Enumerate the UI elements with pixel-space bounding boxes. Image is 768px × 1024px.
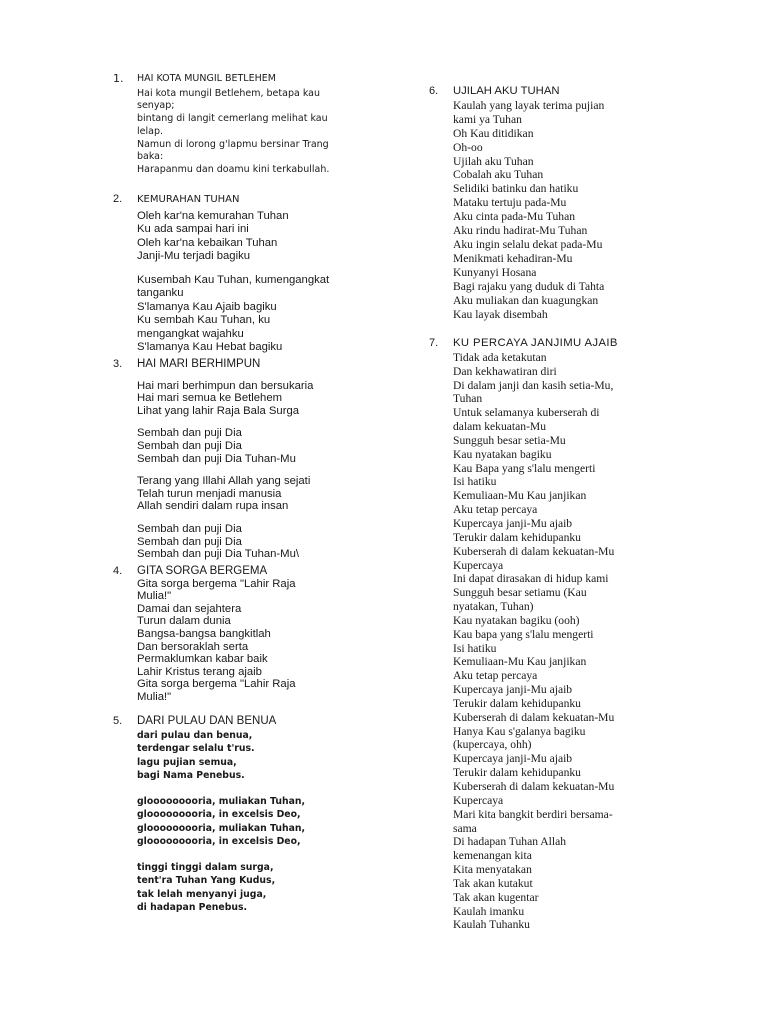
lyric-line: lelap. (137, 125, 163, 137)
lyric-line: Mulia!" (137, 590, 172, 603)
lyric-line: Menikmati kehadiran-Mu (453, 251, 573, 265)
lyric-line: sama (453, 821, 477, 835)
song-number: 1. (113, 72, 124, 85)
lyric-line: tent'ra Tuhan Yang Kudus, (137, 875, 276, 886)
lyric-line: kemenangan kita (453, 849, 532, 863)
lyric-line: Sembah dan puji Dia Tuhan-Mu\ (137, 548, 300, 561)
lyric-line: dari pulau dan benua, (137, 729, 253, 741)
lyric-line: Allah sendiri dalam rupa insan (137, 500, 289, 513)
lyric-line: Di dalam janji dan kasih setia-Mu, (453, 378, 614, 392)
lyric-line: Kaulah Tuhanku (453, 918, 530, 932)
lyric-line: dalam kekuatan-Mu (453, 420, 547, 434)
song-4 (113, 565, 363, 704)
song-1 (113, 73, 353, 177)
song-number: 5. (113, 715, 123, 727)
lyric-line: Oleh kar'na kemurahan Tuhan (137, 209, 289, 222)
song-lyrics (137, 88, 353, 177)
lyric-line: S'lamanya Kau Ajaib bagiku (137, 300, 277, 313)
lyric-line: tinggi tinggi dalam surga, (137, 861, 274, 873)
lyric-line: Kupercaya (453, 793, 504, 807)
lyric-line: Dan kekhawatiran diri (453, 364, 557, 378)
song-title: GITA SORGA BERGEMA (137, 565, 268, 577)
lyric-line: Oh Kau ditidikan (453, 126, 534, 140)
song-title: UJILAH AKU TUHAN (453, 85, 560, 97)
stanza-break (137, 783, 363, 795)
lyric-line: Lihat yang lahir Raja Bala Surga (137, 404, 300, 417)
lyric-line: Bangsa-bangsa bangkitlah (137, 627, 271, 640)
lyric-line: bintang di langit cemerlang melihat kau (137, 113, 328, 125)
lyric-line: Kau layak disembah (453, 307, 548, 321)
lyric-line: di hadapan Penebus. (137, 902, 248, 913)
lyric-line: Sembah dan puji Dia (137, 535, 242, 548)
song-3 (113, 358, 363, 561)
lyric-line: Mataku tertuju pada-Mu (453, 196, 567, 210)
lyric-line: Kita menyatakan (453, 863, 532, 877)
song-number: 3. (113, 358, 123, 370)
lyric-line: Kau nyatakan bagiku (ooh) (453, 613, 580, 627)
lyric-line: Kupercaya janji-Mu ajaib (453, 516, 573, 530)
lyric-line: Kuberserah di dalam kekuatan-Mu (453, 544, 615, 558)
lyric-line: Ku sembah Kau Tuhan, ku (137, 314, 271, 326)
lyric-line: Hanya Kau s'galanya bagiku (453, 724, 586, 738)
lyric-line: Sembah dan puji Dia (137, 439, 242, 452)
lyric-line: Hai kota mungil Betlehem, betapa kau (137, 87, 320, 99)
song-5 (113, 715, 363, 915)
song-6 (429, 85, 679, 321)
lyric-line: Tak akan kutakut (453, 876, 533, 890)
lyric-line: Terukir dalam kehidupanku (453, 530, 581, 544)
lyric-line: Tidak ada ketakutan (453, 350, 547, 364)
stanza-break (137, 513, 363, 523)
lyric-line: Aku muliakan dan kuagungkan (453, 293, 599, 307)
lyric-line: Aku ingin selalu dekat pada-Mu (453, 237, 603, 251)
song-lyrics (137, 210, 363, 355)
lyric-line: Aku cinta pada-Mu Tuhan (453, 210, 576, 224)
lyric-line: Aku tetap percaya (453, 503, 538, 517)
lyric-line: Harapanmu dan doamu kini terkabullah. (137, 163, 330, 175)
lyric-line: Hai mari semua ke Betlehem (137, 392, 283, 405)
lyric-line: Kuberserah di dalam kekuatan-Mu (453, 710, 615, 724)
lyric-line: Kaulah yang layak terima pujian (453, 98, 605, 112)
stanza-break (137, 417, 363, 427)
lyric-line: Mulia!" (137, 690, 172, 703)
lyric-line: Sembah dan puji Dia Tuhan-Mu (137, 452, 296, 465)
song-lyrics (137, 729, 363, 915)
lyric-line: glooooooooria, muliakan Tuhan, (137, 795, 305, 807)
song-lyrics (137, 578, 363, 704)
lyric-line: Sembah dan puji Dia (137, 522, 242, 535)
lyric-line: Terang yang Illahi Allah yang sejati (137, 475, 311, 488)
lyric-line: Ujilah aku Tuhan (453, 154, 534, 168)
lyric-line: Kupercaya (453, 558, 504, 572)
lyric-line: Kemuliaan-Mu Kau janjikan (453, 489, 587, 503)
lyric-line: nyatakan, Tuhan) (453, 600, 534, 614)
lyric-line: Tuhan (453, 392, 483, 406)
lyric-line: Namun di lorong g'lapmu bersinar Trang (137, 138, 329, 150)
song-number: 6. (429, 85, 439, 97)
lyric-line: terdengar selalu t'rus. (137, 743, 255, 754)
lyric-line: Damai dan sejahtera (137, 602, 242, 615)
lyric-line: Kau nyatakan bagiku (453, 447, 552, 461)
lyric-line: Ini dapat dirasakan di hidup kami (453, 572, 609, 586)
lyric-line: Kemuliaan-Mu Kau janjikan (453, 655, 587, 669)
song-lyrics (453, 351, 679, 932)
song-title: DARI PULAU DAN BENUA (137, 715, 277, 727)
lyric-line: Selidiki batinku dan hatiku (453, 182, 579, 196)
lyric-line: Ku ada sampai hari ini (137, 223, 249, 235)
lyric-line: senyap; (137, 100, 175, 112)
lyric-line: Sungguh besar setia-Mu (453, 433, 566, 447)
song-title: KU PERCAYA JANJIMU AJAIB (453, 337, 618, 349)
lyric-line: Kuberserah di dalam kekuatan-Mu (453, 780, 615, 793)
lyric-line: tanganku (137, 287, 184, 299)
lyric-line: glooooooooria, muliakan Tuhan, (137, 822, 305, 834)
lyric-line: Kau Bapa yang s'lalu mengerti (453, 461, 596, 475)
lyric-line: Oleh kar'na kebaikan Tuhan (137, 236, 278, 249)
lyric-line: mengangkat wajahku (137, 327, 244, 340)
song-title: KEMURAHAN TUHAN (137, 194, 240, 205)
stanza-break (137, 465, 363, 475)
song-lyrics (453, 99, 679, 322)
lyric-line: Mari kita bangkit berdiri bersama- (453, 807, 613, 821)
lyric-line: Turun dalam dunia (137, 615, 231, 628)
lyric-line: Aku tetap percaya (453, 669, 538, 683)
stanza-break (137, 264, 363, 274)
lyric-line: Terukir dalam kehidupanku (453, 696, 581, 710)
lyric-line: Permaklumkan kabar baik (137, 653, 268, 666)
lyric-line: Gita sorga bergema "Lahir Raja (137, 577, 296, 590)
lyric-line: Tak akan kugentar (453, 890, 539, 904)
song-title: HAI KOTA MUNGIL BETLEHEM (137, 73, 276, 84)
song-number: 2. (113, 193, 123, 205)
lyric-line: Di hadapan Tuhan Allah (453, 835, 567, 849)
lyric-line: Hai mari berhimpun dan bersukaria (137, 379, 314, 392)
lyric-line: S'lamanya Kau Hebat bagiku (137, 341, 283, 353)
lyric-line: Kupercaya janji-Mu ajaib (453, 683, 573, 697)
song-number: 4. (113, 565, 123, 577)
lyric-line: (kupercaya, ohh) (453, 738, 532, 752)
song-title: HAI MARI BERHIMPUN (137, 358, 261, 370)
lyric-line: Terukir dalam kehidupanku (453, 766, 581, 780)
lyric-line: Kupercaya janji-Mu ajaib (453, 752, 573, 766)
song-2 (113, 193, 363, 355)
lyric-line: lagu pujian semua, (137, 756, 237, 768)
lyric-line: Bagi rajaku yang duduk di Tahta (453, 279, 605, 293)
lyric-line: glooooooooria, in excelsis Deo, (137, 836, 301, 847)
lyric-line: Isi hatiku (453, 475, 497, 489)
lyric-line: Oh-oo (453, 140, 483, 154)
lyric-line: Kaulah imanku (453, 904, 525, 918)
lyric-line: Dan bersoraklah serta (137, 640, 249, 653)
stanza-break (137, 849, 363, 861)
lyric-line: Aku rindu hadirat-Mu Tuhan (453, 224, 588, 238)
lyric-line: Sembah dan puji Dia (137, 427, 242, 440)
lyric-line: tak lelah menyanyi juga, (137, 888, 267, 900)
lyric-line: Kunyanyi Hosana (453, 265, 537, 279)
lyric-line: Kusembah Kau Tuhan, kumengangkat (137, 273, 330, 286)
song-number: 7. (429, 337, 439, 349)
song-lyrics (137, 380, 363, 561)
lyric-line: Telah turun menjadi manusia (137, 487, 282, 500)
lyric-line: Isi hatiku (453, 641, 497, 655)
lyric-line: Kau bapa yang s'lalu mengerti (453, 627, 594, 641)
lyric-line: Cobalah aku Tuhan (453, 168, 544, 182)
lyric-line: Untuk selamanya kuberserah di (453, 406, 600, 420)
lyric-line: Sungguh besar setiamu (Kau (453, 586, 587, 600)
lyric-line: Gita sorga bergema "Lahir Raja (137, 678, 296, 691)
song-7 (429, 337, 679, 932)
lyric-line: Janji-Mu terjadi bagiku (137, 250, 251, 262)
lyric-line: Lahir Kristus terang ajaib (137, 665, 262, 678)
lyric-line: kami ya Tuhan (453, 112, 522, 126)
lyric-line: bagi Nama Penebus. (137, 770, 245, 781)
lyric-line: baka: (137, 151, 164, 163)
lyric-line: glooooooooria, in excelsis Deo, (137, 809, 301, 820)
